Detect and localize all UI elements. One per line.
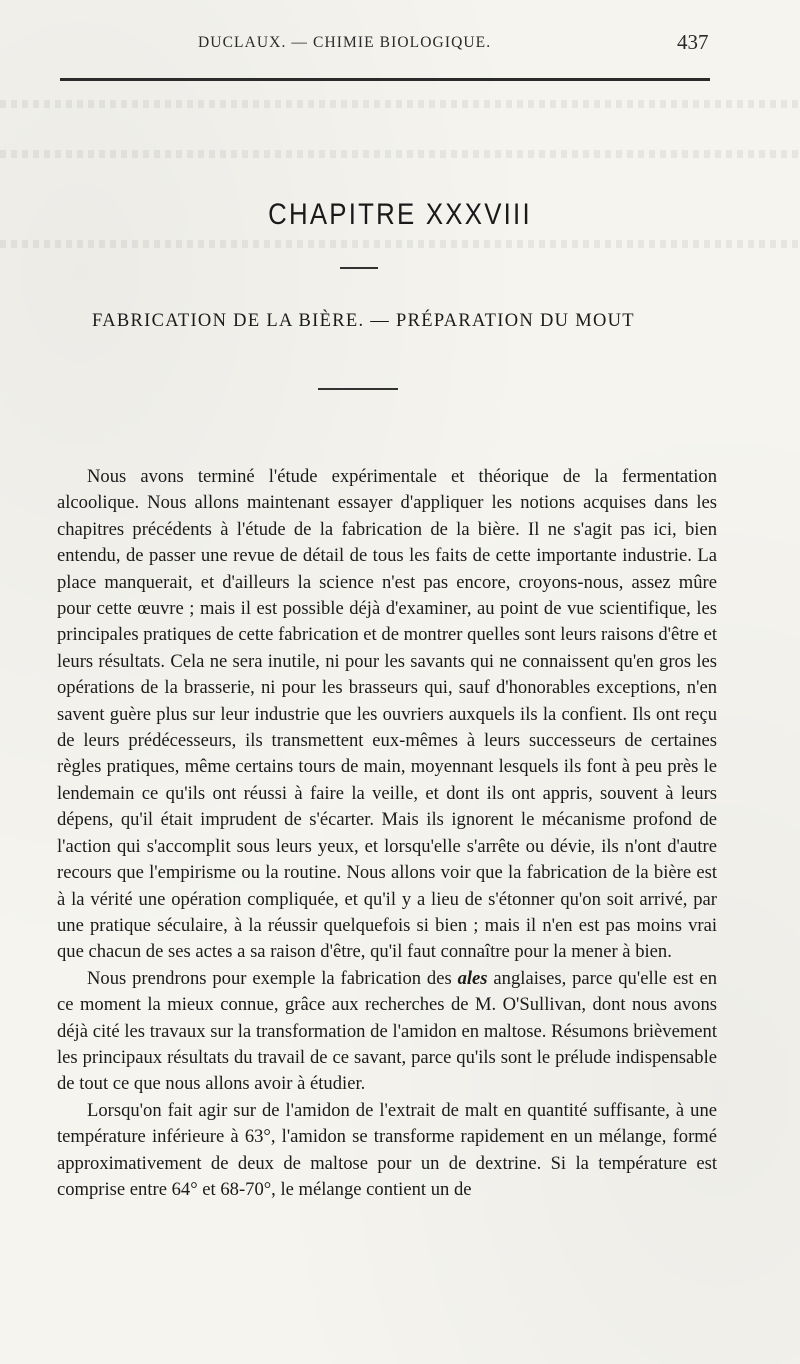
header-rule xyxy=(60,78,710,81)
title-divider xyxy=(340,267,378,269)
paragraph-2 xyxy=(57,966,717,1098)
paragraph-1: Nous avons terminé l'étude expérimentale et théorique de la fermentation alcoolique. Nous allons maintenant essayer d'appliquer les notions acquises dans les chapitres précédents à l'étude de la fabrication de la bière. Il ne s'agit pas ici, bien entendu, de passer une revue de détail de tous les faits de cette importante industrie. La place manquerait, et d'ailleurs la science n'est pas encore, croyons-nous, assez mûre pour cette œuvre ; mais il est possible déjà d'examiner, au point de vue scientifique, les principales pratiques de cette fabrication et de montrer quelles sont leurs raisons d'être et leurs résultats. Cela ne sera inutile, ni pour les savants qui ne connaissent qu'en gros les opérations de la brasserie, ni pour les brasseurs qui, sauf d'honorables exceptions, n'en savent guère plus sur leur industrie que les ouvriers auxquels ils la confient. Ils ont reçu de leurs prédécesseurs, ils transmettent eux-mêmes à leurs successeurs de certaines règles pratiques, même certains tours de main, moyennant lesquels ils font à peu près le lendemain ce qu'ils ont réussi à faire la veille, et dont ils ont appris, souvent à leurs dépens, qu'il était imprudent de s'écarter. Mais ils ignorent le mécanisme profond de l'action qui s'accomplit sous leurs yeux, et lorsqu'elle s'arrête ou dévie, ils n'ont d'autre recours que l'empirisme ou la routine. Nous allons voir que la fabrication de la bière est à la vérité une opération compliquée, et qu'il y a lieu de s'étonner qu'on soit arrivé, par une pratique séculaire, à la réussir quelquefois si bien ; mais il n'en est pas moins vrai que chacun de ses actes a sa raison d'être, qu'il faut connaître pour la mener à bien. xyxy=(57,466,717,963)
paragraph-3: Lorsqu'on fait agir sur de l'amidon de l'extrait de malt en quantité suffisante, à une température inférieure à 63°, l'amidon se transforme rapidement en un mélange, formé approximativement de deux de maltose pour un de dextrine. Si la température est comprise entre 64° et 68-70°, le mélange contient un de xyxy=(57,1099,717,1200)
paragraph-2-rest: anglaises, parce qu'elle est en ce moment la mieux connue, grâce aux recherches de M. O'Sullivan, dont nous avons déjà cité les travaux sur la transformation de l'amidon en maltose. Résumons brièvement les principaux résultats du travail de ce savant, parce qu'ils sont le prélude indispensable de tout ce que nous allons avoir à étudier. xyxy=(57,967,717,1095)
show-through-texture xyxy=(0,100,800,108)
paragraph-2-start: Nous prendrons pour exemple la fabrication des xyxy=(87,967,458,989)
ales-term: ales xyxy=(457,967,488,989)
page-number: 437 xyxy=(677,30,709,54)
body-text xyxy=(57,464,717,1203)
chapter-subtitle: FABRICATION DE LA BIÈRE. — PRÉPARATION DU MOUT xyxy=(92,311,635,331)
chapter-title: CHAPITRE XXXVIII xyxy=(268,198,532,231)
show-through-texture xyxy=(0,240,800,248)
show-through-texture xyxy=(0,150,800,158)
subtitle-divider xyxy=(318,388,398,390)
running-head: DUCLAUX. — CHIMIE BIOLOGIQUE. xyxy=(198,34,492,51)
